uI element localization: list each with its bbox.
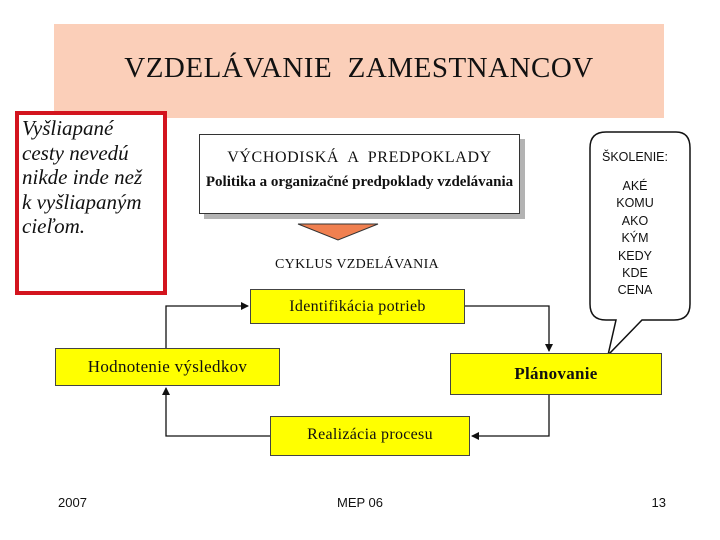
arrow-identification-to-planning (465, 306, 549, 351)
evaluation-label: Hodnotenie výsledkov (87, 357, 248, 376)
callout-line: KEDY (617, 248, 653, 263)
premise-body: Politika a organizačné predpoklady vzdelávania (205, 174, 514, 190)
arrow-evaluation-to-identification (166, 306, 248, 348)
callout-line: KÝM (621, 231, 649, 246)
callout-line: KOMU (616, 196, 654, 211)
arrow-realization-to-evaluation (166, 388, 270, 436)
quote-line: cesty nevedú (22, 140, 129, 165)
footer-center: MEP 06 (336, 495, 383, 510)
callout-text (585, 150, 685, 300)
callout-line: CENA (617, 283, 653, 298)
quote-line: cieľom. (22, 214, 86, 238)
footer-year: 2007 (58, 495, 87, 510)
quote-line: k vyšliapaným (22, 189, 142, 214)
realization-label: Realizácia procesu (307, 426, 433, 443)
callout-heading: ŠKOLENIE: (602, 150, 668, 164)
slide-number: 13 (651, 495, 666, 510)
callout-line: AKÉ (622, 179, 648, 193)
identification-label: Identifikácia potrieb (289, 298, 426, 315)
premise-heading: VÝCHODISKÁ A PREDPOKLADY (227, 149, 492, 166)
callout-line: KDE (622, 266, 648, 281)
quote-line: nikde inde než (22, 165, 143, 189)
quote-line: Vyšliapané (22, 116, 114, 140)
slide-title: VZDELÁVANIE ZAMESTNANCOV (124, 52, 594, 84)
cycle-label: CYKLUS VZDELÁVANIA (275, 257, 439, 272)
planning-label: Plánovanie (514, 364, 598, 383)
premise-down-arrow (298, 224, 378, 240)
arrow-planning-to-realization (472, 395, 549, 436)
callout-line: AKO (621, 213, 649, 228)
